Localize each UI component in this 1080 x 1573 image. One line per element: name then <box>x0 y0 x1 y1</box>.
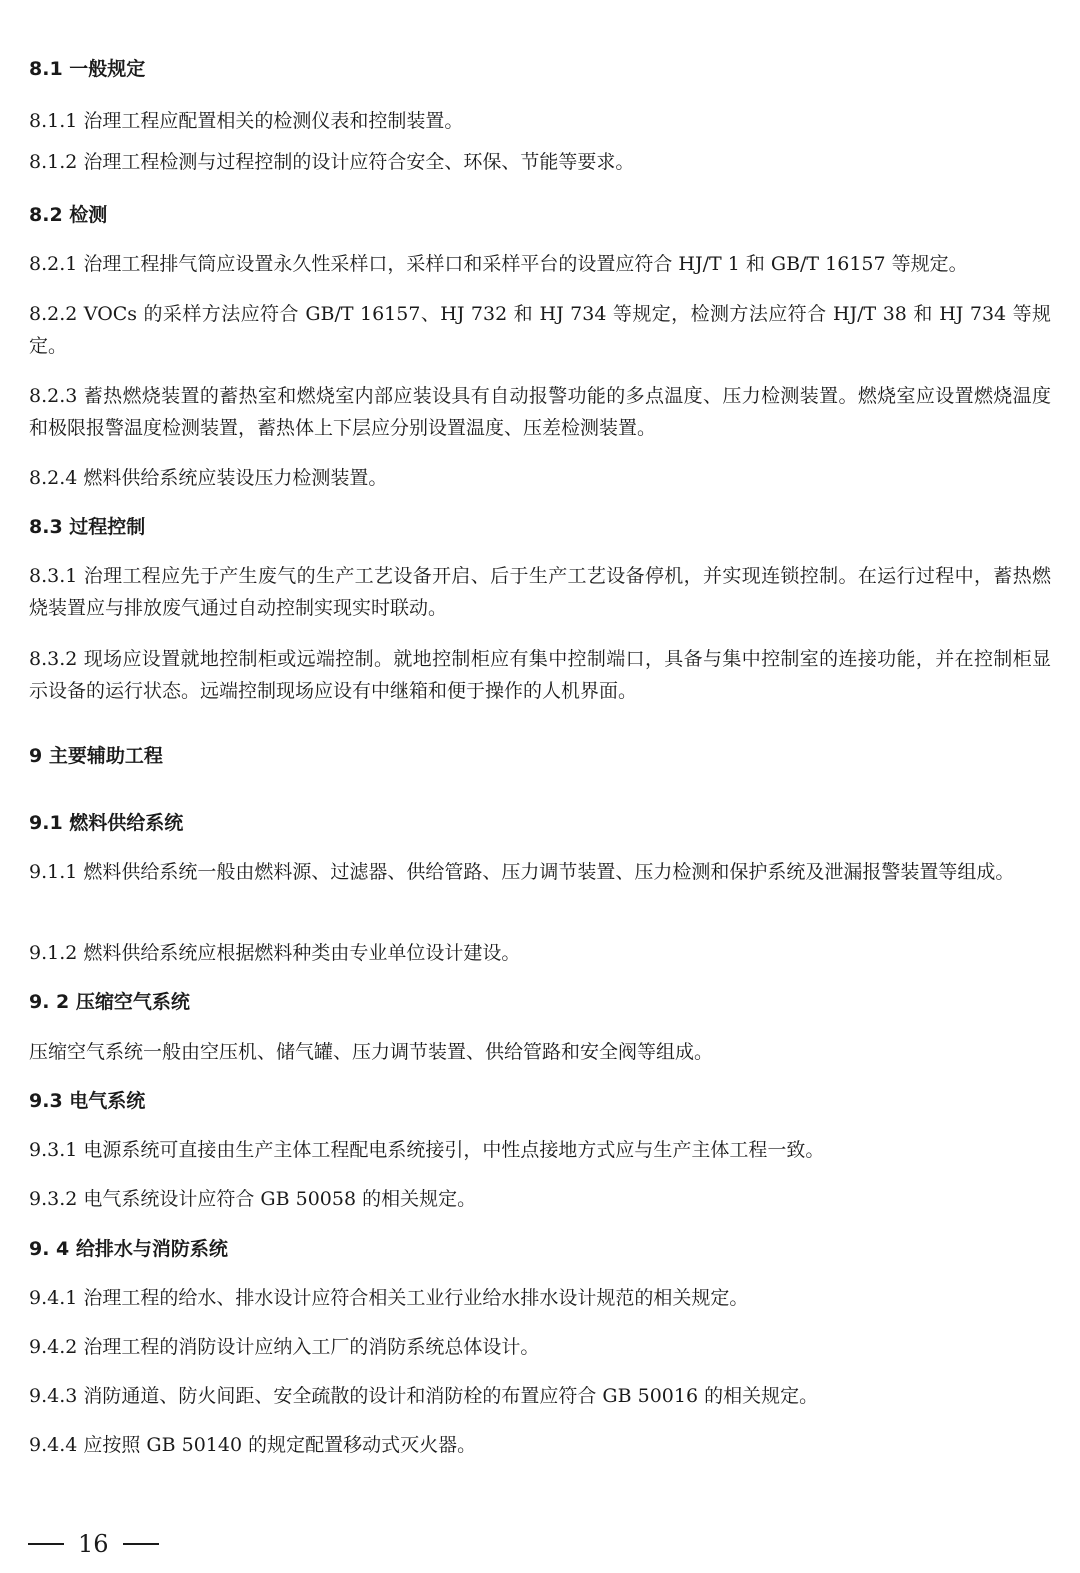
clause-8-3-1: 8.3.1 治理工程应先于产生废气的生产工艺设备开启、后于生产工艺设备停机，并实现连锁控制。在运行过程中，蓄热燃烧装置应与排放废气通过自动控制实现实时联动。 <box>29 565 1051 619</box>
page-footer <box>28 1524 228 1564</box>
section-heading-8-3: 8.3 过程控制 <box>29 516 146 538</box>
clause-9-3-1: 9.3.1 电源系统可直接由生产主体工程配电系统接引，中性点接地方式应与生产主体工程一致。 <box>29 1139 825 1161</box>
page-number: 16 <box>78 1530 109 1558</box>
section-heading-9-2: 9. 2 压缩空气系统 <box>29 991 190 1013</box>
footer-dash-left <box>28 1543 64 1545</box>
clause-8-2-2: 8.2.2 VOCs 的采样方法应符合 GB/T 16157、HJ 732 和 HJ 734 等规定，检测方法应符合 HJ/T 38 和 HJ 734 等规定。 <box>29 303 1051 357</box>
clause-8-3-2: 8.3.2 现场应设置就地控制柜或远端控制。就地控制柜应有集中控制端口，具备与集中控制室的连接功能，并在控制柜显示设备的运行状态。远端控制现场应设有中继箱和便于操作的人机界面。 <box>29 648 1051 702</box>
footer-dash-right <box>123 1543 159 1545</box>
clause-8-1-2: 8.1.2 治理工程检测与过程控制的设计应符合安全、环保、节能等要求。 <box>29 151 635 173</box>
chapter-heading-9: 9 主要辅助工程 <box>29 745 163 767</box>
clause-9-1-1: 9.1.1 燃料供给系统一般由燃料源、过滤器、供给管路、压力调节装置、压力检测和保护系统及泄漏报警装置等组成。 <box>29 861 1015 883</box>
paragraph-9-2-body: 压缩空气系统一般由空压机、储气罐、压力调节装置、供给管路和安全阀等组成。 <box>29 1041 714 1063</box>
section-heading-8-1: 8.1 一般规定 <box>29 58 146 80</box>
section-heading-9-4: 9. 4 给排水与消防系统 <box>29 1238 228 1260</box>
section-heading-9-1: 9.1 燃料供给系统 <box>29 812 184 834</box>
clause-9-4-2: 9.4.2 治理工程的消防设计应纳入工厂的消防系统总体设计。 <box>29 1336 540 1358</box>
section-heading-9-3: 9.3 电气系统 <box>29 1090 146 1112</box>
clause-8-1-1: 8.1.1 治理工程应配置相关的检测仪表和控制装置。 <box>29 110 464 132</box>
clause-9-1-2: 9.1.2 燃料供给系统应根据燃料种类由专业单位设计建设。 <box>29 942 521 964</box>
clause-9-4-4: 9.4.4 应按照 GB 50140 的规定配置移动式灭火器。 <box>29 1434 477 1456</box>
clause-8-2-1: 8.2.1 治理工程排气筒应设置永久性采样口，采样口和采样平台的设置应符合 HJ/T 1 和 GB/T 16157 等规定。 <box>29 253 968 275</box>
clause-9-4-1: 9.4.1 治理工程的给水、排水设计应符合相关工业行业给水排水设计规范的相关规定。 <box>29 1287 749 1309</box>
clause-9-3-2: 9.3.2 电气系统设计应符合 GB 50058 的相关规定。 <box>29 1188 477 1210</box>
clause-9-4-3: 9.4.3 消防通道、防火间距、安全疏散的设计和消防栓的布置应符合 GB 50016 的相关规定。 <box>29 1385 819 1407</box>
clause-8-2-4: 8.2.4 燃料供给系统应装设压力检测装置。 <box>29 467 388 489</box>
clause-8-2-3: 8.2.3 蓄热燃烧装置的蓄热室和燃烧室内部应装设具有自动报警功能的多点温度、压力检测装置。燃烧室应设置燃烧温度和极限报警温度检测装置，蓄热体上下层应分别设置温度、压差检测装置。 <box>29 385 1051 439</box>
section-heading-8-2: 8.2 检测 <box>29 204 108 226</box>
